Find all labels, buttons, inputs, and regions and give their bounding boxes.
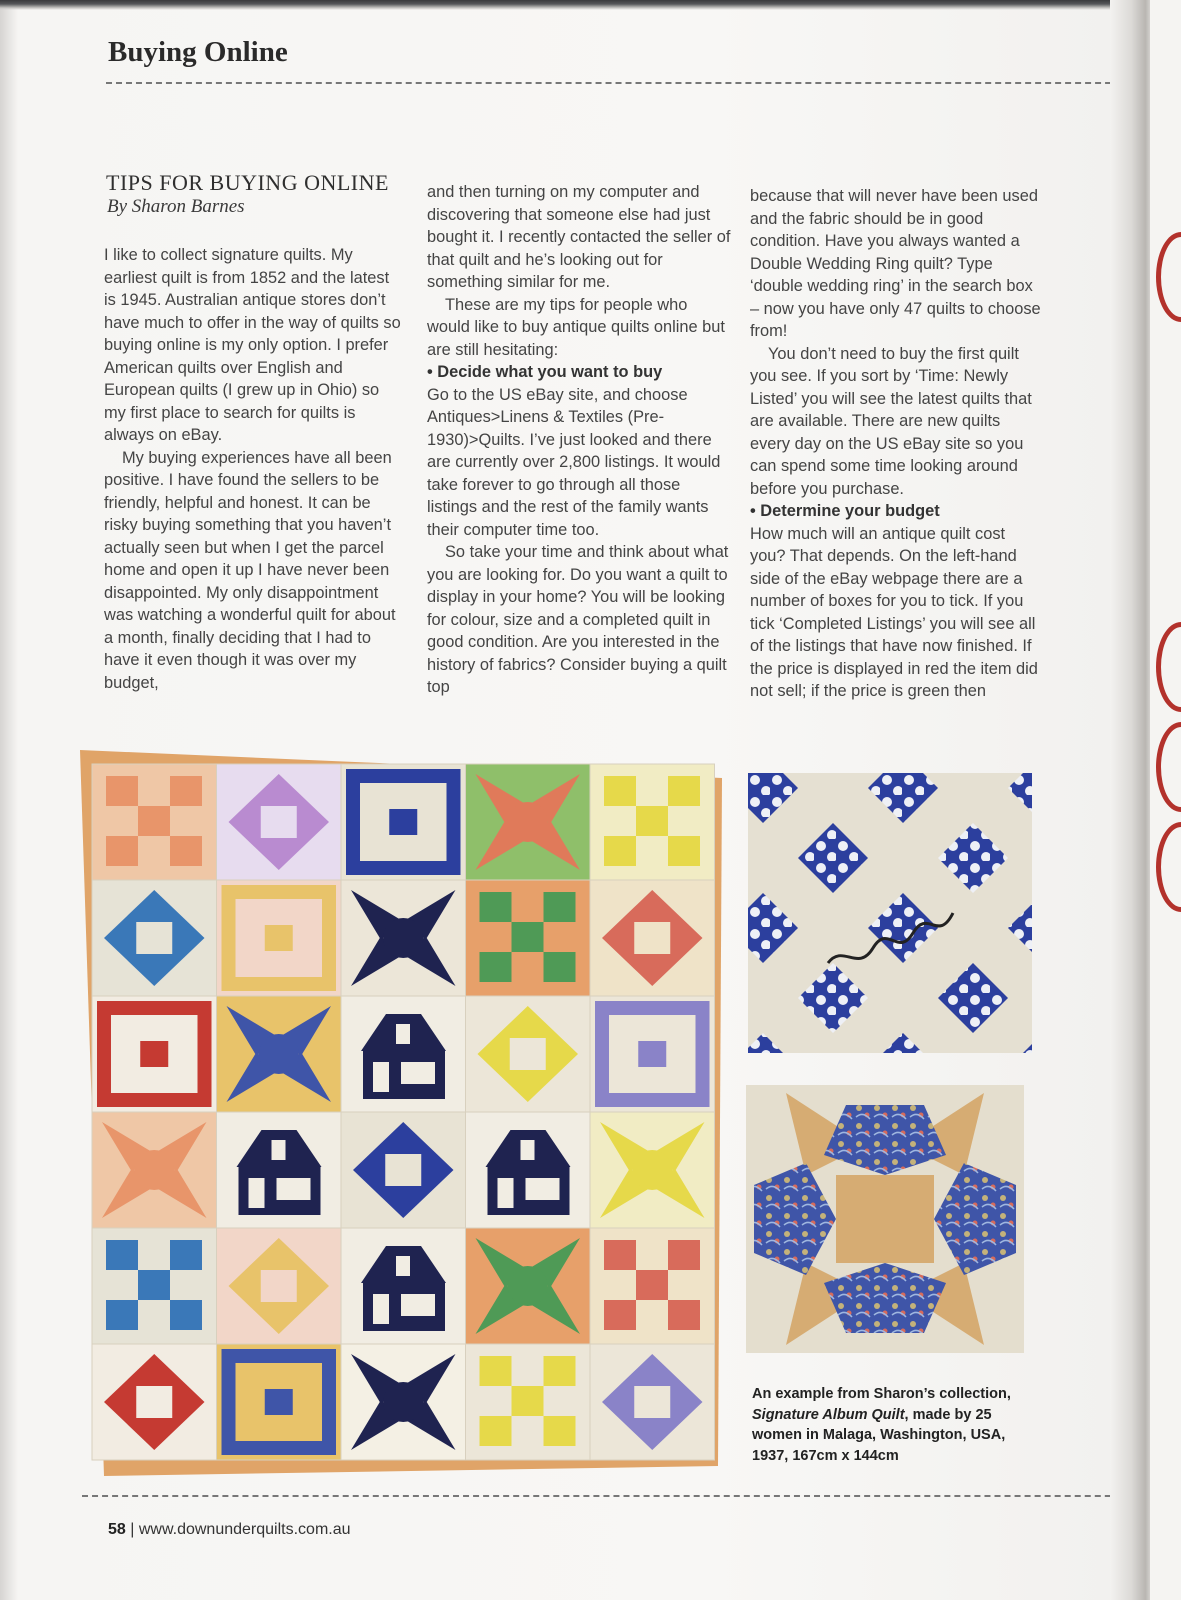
paragraph: These are my tips for people who would like to buy antique quilts online but are still hesitating: (427, 295, 725, 359)
decorative-ring-icon (1156, 822, 1181, 912)
article-title: TIPS FOR BUYING ONLINE (106, 170, 389, 195)
decorative-ring-icon (1156, 722, 1181, 812)
decorative-ring-icon (1156, 232, 1181, 322)
paragraph: because that will never have been used and the fabric should be in good condition. Have you always wanted a Double Wedding Ring quilt? Type ‘double wedding ring’ in the search box – now you have only 47 quilts to choose from! (750, 187, 1041, 340)
quilt-title: Signature Album Quilt (752, 1406, 905, 1423)
paragraph: I like to collect signature quilts. My earliest quilt is from 1852 and the latest is 1945. Australian antique stores don’t have much to offer in the way of quilts so buying online is my only option. I prefer American quilts over English and European quilts (I grew up in Ohio) so my first place to search for quilts is always on eBay. (104, 246, 401, 444)
photo-caption: An example from Sharon’s collection, Signature Album Quilt, made by 25 women in Malaga, Washington, USA, 1937, 167cm x 144cm (752, 1386, 1011, 1464)
article-column-1 (104, 244, 402, 694)
paragraph: and then turning on my computer and discovering that someone else had just bought it. I recently contacted the seller of that quilt and he’s looking out for something similar for me. (427, 183, 731, 291)
section-title: Buying Online (108, 36, 288, 68)
paragraph: Go to the US eBay site, and choose Antiques>Linens & Textiles (Pre-1930)>Quilts. I’ve just looked and there are currently over 2,800 listings. It would take forever to go through all those listings and the rest of the family wants their computer time too. (427, 385, 721, 539)
website-url: www.downunderquilts.com.au (138, 1521, 351, 1538)
article-column-3 (750, 185, 1044, 703)
paragraph: You don’t need to buy the first quilt you see. If you sort by ‘Time: Newly Listed’ you will see the latest quilts that are available. There are new quilts every day on the US eBay site so you can spend some time looking around before you purchase. (750, 344, 1032, 498)
quilt-detail-blue-block-photo (748, 773, 1032, 1053)
header-divider (106, 82, 1181, 84)
scan-top-edge (0, 0, 1181, 10)
paragraph: My buying experiences have all been positive. I have found the sellers to be friendly, helpful and honest. It can be risky buying something that you haven’t actually seen but when I get the parcel home and open it up I have never been disappointed. My only disappointment was watching a wonderful quilt for about a month, finally deciding that I had to have it even though it was over my budget, (104, 448, 396, 692)
signature-album-quilt-photo (76, 750, 726, 1478)
tip-heading-decide: • Decide what you want to buy (427, 363, 663, 381)
paragraph: So take your time and think about what you are looking for. Do you want a quilt to display in your home? You will be looking for colour, size and a completed quilt in good condition. Are you interested in the history of fabrics? Consider buying a quilt top (427, 543, 729, 696)
article-byline: By Sharon Barnes (107, 196, 245, 217)
article-column-2 (427, 181, 732, 699)
decorative-ring-icon (1156, 622, 1181, 712)
facing-page-edge (1150, 0, 1181, 1600)
paragraph: How much will an antique quilt cost you? That depends. On the left-hand side of the eBay webpage there are a number of boxes for you to tick. If you tick ‘Completed Listings’ you will see all of the listings that have now finished. If the price is displayed in red the item did not sell; if the price is green then (750, 524, 1038, 700)
page-number: 58 (108, 1521, 126, 1538)
quilt-detail-floral-block-photo (746, 1085, 1024, 1353)
page-footer: 58 | www.downunderquilts.com.au (108, 1521, 351, 1538)
footer-divider (82, 1495, 1181, 1497)
tip-heading-budget: • Determine your budget (750, 502, 940, 520)
